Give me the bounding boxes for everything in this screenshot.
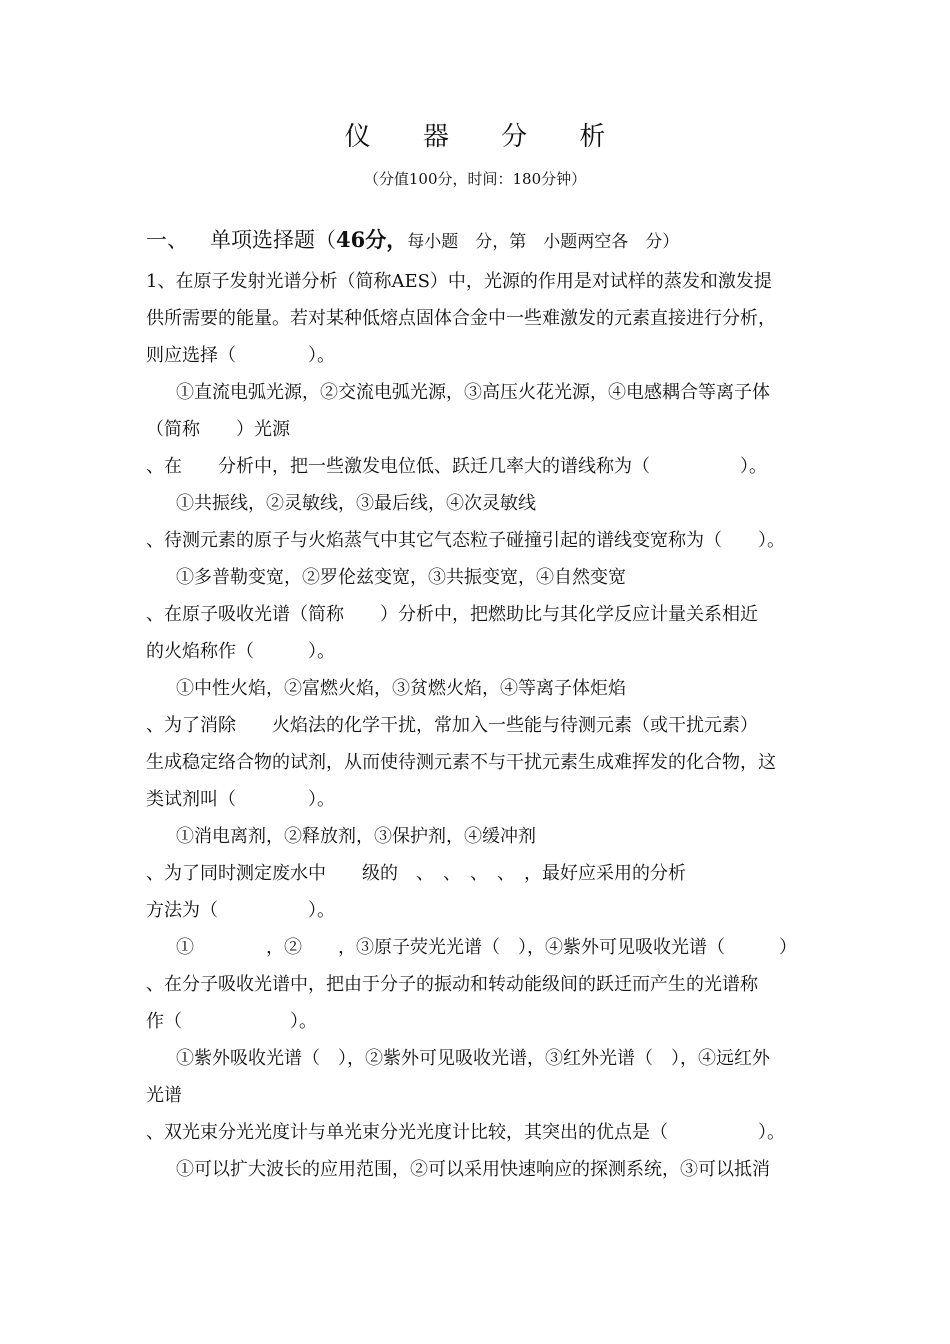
section-heading: [146, 224, 826, 254]
document-title: 仪 器 分 析: [344, 122, 628, 152]
text-line: 生成稳定络合物的试剂，从而使待测元素不与干扰元素生成难挥发的化合物，这: [146, 752, 776, 773]
text-line: 类试剂叫（ ）。: [146, 789, 335, 810]
text-line: 1、在原子发射光谱分析（简称AES）中，光源的作用是对试样的蒸发和激发提: [146, 271, 772, 292]
section-title: 单项选择题（: [210, 228, 336, 252]
question-body: [146, 263, 810, 1188]
text-line: 方法为（ ）。: [146, 900, 335, 921]
section-number: 一、: [146, 228, 188, 252]
section-points: 46分，: [336, 227, 408, 252]
question-line: 、为了同时测定废水中 级的 、 、 、 、 ，最好应采用的分析: [146, 863, 686, 884]
document-subtitle: （分值100分，时间：180分钟）: [363, 170, 587, 188]
option-line: ①直流电弧光源，②交流电弧光源，③高压火花光源，④电感耦合等离子体: [176, 382, 770, 403]
question-line: 、待测元素的原子与火焰蒸气中其它气态粒子碰撞引起的谱线变宽称为（ ）。: [146, 530, 785, 551]
text-line: 的火焰称作（ ）。: [146, 641, 335, 662]
question-line: 、在原子吸收光谱（简称 ）分析中，把燃助比与其化学反应计量关系相近: [146, 604, 758, 625]
text-line: 供所需要的能量。若对某种低熔点固体合金中一些难激发的元素直接进行分析，: [146, 308, 776, 329]
question-line: 、在 分析中，把一些激发电位低、跃迁几率大的谱线称为（ ）。: [146, 456, 767, 477]
option-line: ①中性火焰，②富燃火焰，③贫燃火焰，④等离子体炬焰: [176, 678, 626, 699]
text-line: 则应选择（ ）。: [146, 345, 335, 366]
option-line: ①消电离剂，②释放剂，③保护剂，④缓冲剂: [176, 826, 536, 847]
question-line: 、双光束分光光度计与单光束分光光度计比较，其突出的优点是（ ）。: [146, 1122, 785, 1143]
option-line: ①多普勒变宽，②罗伦兹变宽，③共振变宽，④自然变宽: [176, 567, 626, 588]
section-note: 每小题 分，第 小题两空各 分）: [407, 232, 680, 252]
text-line: 光谱: [146, 1085, 182, 1106]
option-line: ①可以扩大波长的应用范围，②可以采用快速响应的探测系统，③可以抵消: [176, 1159, 770, 1180]
text-line: 作（ ）。: [146, 1011, 317, 1032]
option-line: ①共振线，②灵敏线，③最后线，④次灵敏线: [176, 493, 536, 514]
question-line: 、为了消除 火焰法的化学干扰，常加入一些能与待测元素（或干扰元素）: [146, 715, 758, 736]
question-line: 、在分子吸收光谱中，把由于分子的振动和转动能级间的跃迁而产生的光谱称: [146, 974, 758, 995]
option-line: ① ，② ，③原子荧光光谱（ ），④紫外可见吸收光谱（ ）: [176, 937, 797, 958]
text-line: （简称 ）光源: [146, 419, 290, 440]
option-line: ①紫外吸收光谱（ ），②紫外可见吸收光谱，③红外光谱（ ），④远红外: [176, 1048, 770, 1069]
